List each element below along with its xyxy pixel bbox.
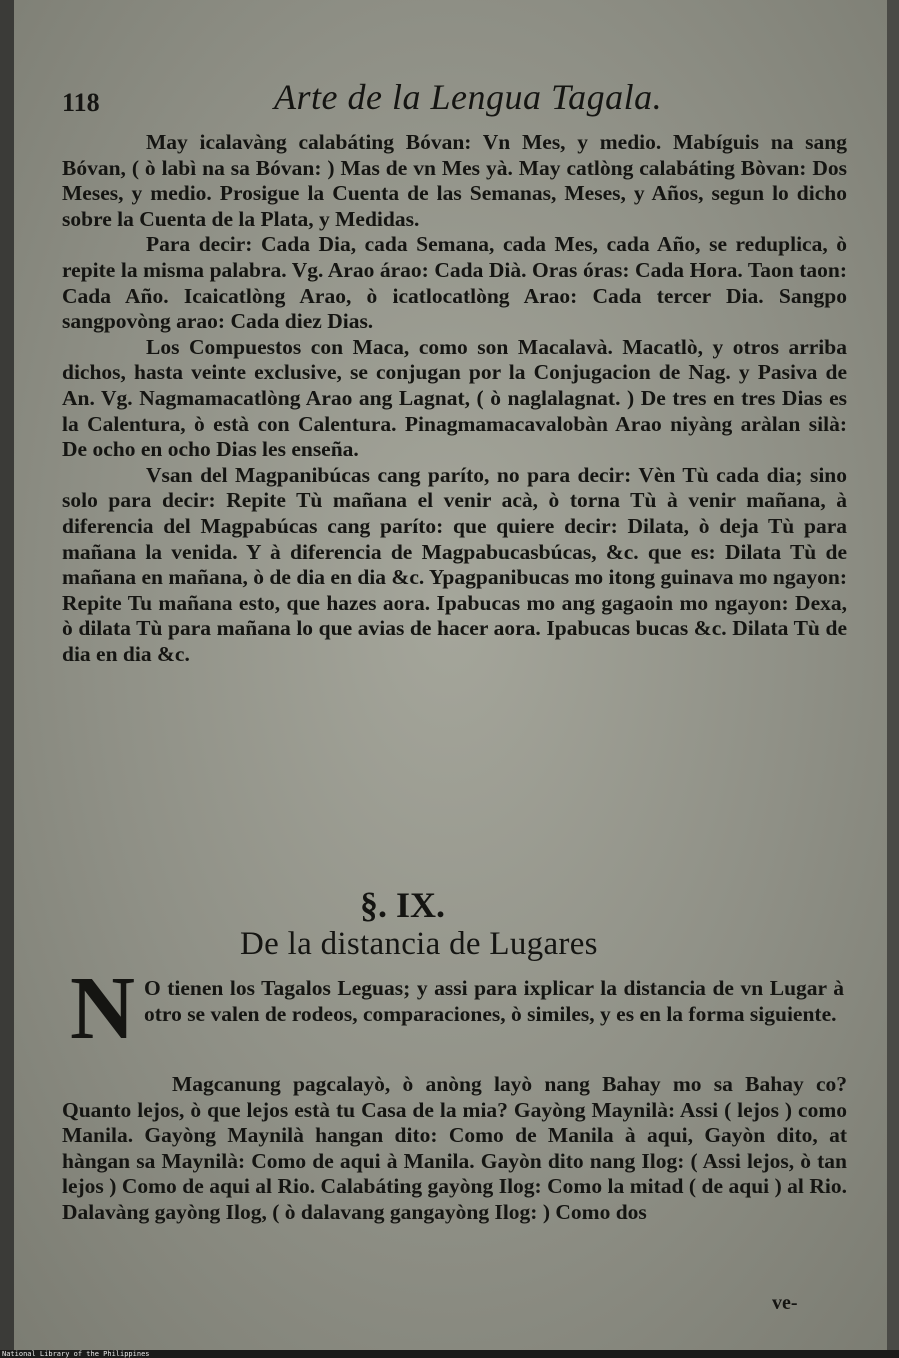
paragraph: Los Compuestos con Maca, como son Macalavà. Macatlò, y otros arriba dichos, hasta veinte exclusive, se conjugan por la Conjugacion de Nag. y Pasiva de An. Vg. Nagmamacatlòng Arao ang Lagnat, ( ò naglalagnat. ) De tres en tres Dias es la Calentura, ò està con Calentura. Pinagmamacavalobàn Arao niyàng aràlan silà: De ocho en ocho Dias les enseña.: [62, 334, 847, 462]
paragraph: Para decir: Cada Dia, cada Semana, cada Mes, cada Año, se reduplica, ò repite la misma palabra. Vg. Arao árao: Cada Dià. Oras óras: Cada Hora. Taon taon: Cada Año. Icaicatlòng Arao, ò icatlocatlòng Arao: Cada tercer Dia. Sangpo sangpovòng arao: Cada diez Dias.: [62, 232, 847, 334]
paragraph: Vsan del Magpanibúcas cang paríto, no para decir: Vèn Tù cada dia; sino solo para decir: Repite Tù mañana el venir acà, ò torna Tù à venir mañana, à diferencia del Magpabúcas cang paríto: que quiere decir: Dilata, ò deja Tù para mañana la venida. Y à diferencia de Magpabucasbúcas, &c. que es: Dilata Tù de mañana en mañana, ò de dia en dia &c. Ypagpanibucas mo itong guinava mo ngayon: Repite Tu mañana esto, que hazes aora. Ipabucas mo ang gagaoin mo ngayon: Dexa, ò dilata Tù para mañana lo que avias de hacer aora. Ipabucas bucas &c. Dilata Tù de dia en dia &c.: [62, 462, 847, 666]
page-header: [58, 70, 848, 120]
section-title: De la distancia de Lugares: [240, 926, 598, 962]
drop-cap-letter: N: [70, 959, 135, 1058]
body-text-continued: [62, 1072, 847, 1226]
catchword: ve-: [772, 1292, 798, 1314]
archive-footer: National Library of the Philippines: [2, 1350, 150, 1358]
paragraph: Magcanung pagcalayò, ò anòng layò nang Bahay mo sa Bahay co? Quanto lejos, ò que lejos està tu Casa de la mia? Gayòng Maynilà: Assi ( lejos ) como Manila. Gayòng Maynilà hangan dito: Como de Manila à aqui, Gayòn dito, at hàngan sa Maynilà: Como de aqui à Manila. Gayòn dito nang Ilog: ( Assi lejos, ò tan lejos ) Como de aqui al Rio. Calabáting gayòng Ilog: Como la mitad ( de aqui ) al Rio. Dalavàng gayòng Ilog, ( ò dalavang gangayòng Ilog: ) Como dos: [62, 1072, 847, 1224]
page-left-edge: [0, 0, 14, 1350]
section-mark: §. IX.: [360, 885, 446, 925]
page-right-edge: [887, 0, 899, 1350]
paragraph: May icalavàng calabáting Bóvan: Vn Mes, y medio. Mabíguis na sang Bóvan, ( ò labì na sa Bóvan: ) Mas de vn Mes yà. May catlòng calabáting Bòvan: Dos Meses, y medio. Prosigue la Cuenta de las Semanas, Meses, y Años, segun lo dicho sobre la Cuenta de la Plata, y Medidas.: [62, 130, 847, 231]
running-title: Arte de la Lengua Tagala.: [274, 77, 663, 117]
page-number: 118: [62, 88, 100, 117]
dropcap-paragraph: O tienen los Tagalos Leguas; y assi para ixplicar la distancia de vn Lugar à otro se valen de rodeos, comparaciones, ò similes, y es en la forma siguiente.: [144, 976, 844, 1026]
body-text: [62, 130, 847, 667]
